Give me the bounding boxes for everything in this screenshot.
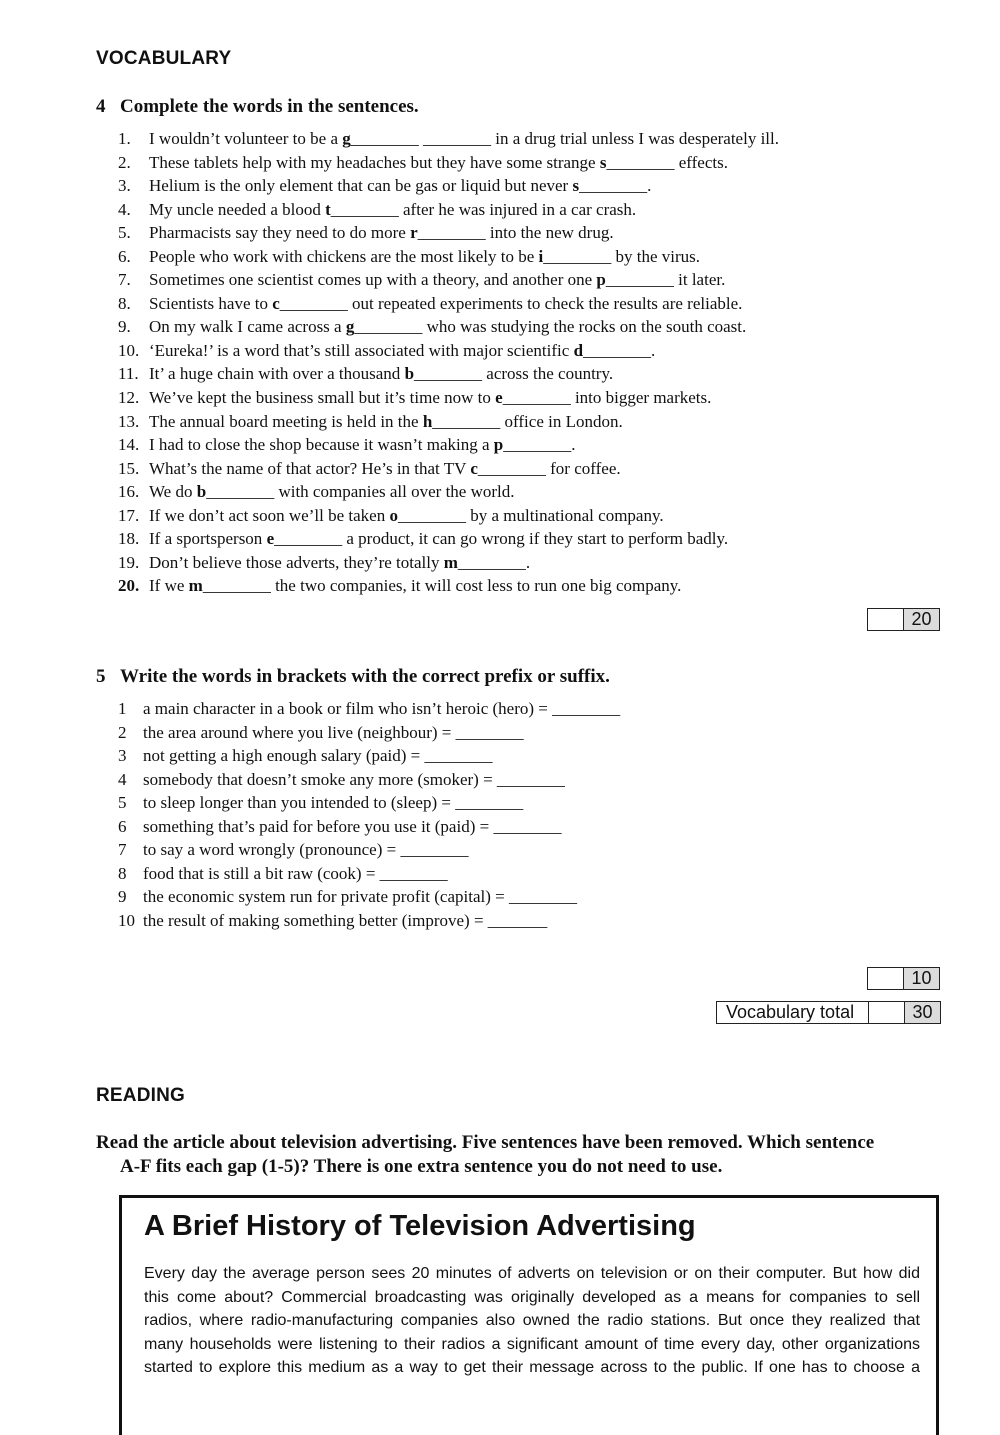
sentence-start: We do xyxy=(149,482,197,502)
item-number: 19. xyxy=(118,552,140,572)
sentence-gap-and-end[interactable]: ________ it later. xyxy=(605,270,726,290)
sentence-start: It’ a huge chain with over a thousand xyxy=(149,364,405,384)
reading-instruction-line2: A-F fits each gap (1-5)? There is one extra sentence you do not need to use. xyxy=(120,1156,723,1177)
item-number: 3. xyxy=(118,176,131,196)
task4-score-max: 20 xyxy=(904,608,940,631)
sentence-gap-and-end[interactable]: ________ office in London. xyxy=(432,411,623,431)
sentence-gap-and-end[interactable]: ________ with companies all over the world. xyxy=(206,482,515,502)
first-letter-hint: s xyxy=(599,152,607,172)
item-definition[interactable]: the economic system run for private profit (capital) = ________ xyxy=(143,887,577,907)
item-number: 12. xyxy=(118,388,140,408)
item-number: 14. xyxy=(118,435,140,455)
item-sentence xyxy=(149,386,711,410)
item-number: 10 xyxy=(118,910,135,930)
task4-score-box xyxy=(867,608,940,631)
sentence-gap-and-end[interactable]: ________ into bigger markets. xyxy=(502,388,712,408)
item-definition[interactable]: something that’s paid for before you use it (paid) = ________ xyxy=(143,816,562,836)
first-letter-hint: i xyxy=(538,246,544,266)
vocabulary-total-input[interactable] xyxy=(868,1001,905,1024)
article-line: this come about? Commercial broadcasting was originally developed as a means for companies to sell xyxy=(144,1288,920,1306)
sentence-gap-and-end[interactable]: ________. xyxy=(579,176,652,196)
sentence-gap-and-end[interactable]: ________ across the country. xyxy=(414,364,614,384)
item-number: 8 xyxy=(118,863,127,883)
vocabulary-total-label: Vocabulary total xyxy=(716,1001,868,1024)
first-letter-hint: c xyxy=(272,293,280,313)
item-sentence xyxy=(149,221,614,245)
item-sentence xyxy=(149,574,681,598)
sentence-gap-and-end[interactable]: ________. xyxy=(583,340,656,360)
item-definition[interactable]: food that is still a bit raw (cook) = ________ xyxy=(143,863,448,883)
task4-heading xyxy=(96,96,419,118)
item-sentence xyxy=(149,339,655,363)
reading-instructions xyxy=(96,1131,936,1179)
first-letter-hint: p xyxy=(596,270,606,290)
item-sentence xyxy=(149,174,651,198)
sentence-start: The annual board meeting is held in the xyxy=(149,411,423,431)
sentence-start: Scientists have to xyxy=(149,293,273,313)
item-definition[interactable]: not getting a high enough salary (paid) = ________ xyxy=(143,746,493,766)
sentence-gap-and-end[interactable]: ________ for coffee. xyxy=(477,458,621,478)
sentence-start: I wouldn’t volunteer to be a xyxy=(149,129,343,148)
sentence-start: People who work with chickens are the most likely to be xyxy=(149,246,539,266)
first-letter-hint: b xyxy=(404,364,415,384)
first-letter-hint: o xyxy=(389,505,398,525)
sentence-gap-and-end[interactable]: ________ the two companies, it will cost less to run one big company. xyxy=(202,576,682,596)
sentence-start: Sometimes one scientist comes up with a theory, and another one xyxy=(149,270,597,290)
sentence-gap-and-end[interactable]: ________ by the virus. xyxy=(543,246,701,266)
item-sentence xyxy=(149,127,779,151)
article-body xyxy=(144,1262,920,1380)
first-letter-hint: s xyxy=(572,176,580,196)
item-number: 6 xyxy=(118,816,127,836)
sentence-start: ‘Eureka!’ is a word that’s still associated with major scientific xyxy=(149,340,574,360)
task5-heading xyxy=(96,666,610,688)
task5-heading-text: Write the words in brackets with the correct prefix or suffix. xyxy=(120,666,610,687)
item-definition[interactable]: to say a word wrongly (pronounce) = ________ xyxy=(143,840,469,860)
item-number: 9. xyxy=(118,317,131,337)
item-sentence xyxy=(149,433,576,457)
vocabulary-total-max: 30 xyxy=(905,1001,941,1024)
task4-score-input[interactable] xyxy=(867,608,904,631)
item-number: 7. xyxy=(118,270,131,290)
first-letter-hint: h xyxy=(422,411,433,431)
task5-number: 5 xyxy=(96,666,106,687)
item-number: 6. xyxy=(118,246,131,266)
item-number: 5 xyxy=(118,793,127,813)
sentence-gap-and-end[interactable]: ________ after he was injured in a car crash. xyxy=(330,199,637,219)
item-definition[interactable]: somebody that doesn’t smoke any more (smoker) = ________ xyxy=(143,769,565,789)
sentence-start: My uncle needed a blood xyxy=(149,199,326,219)
reading-instruction-line1: Read the article about television advertising. Five sentences have been removed. Which sentence xyxy=(96,1132,875,1153)
item-number: 4 xyxy=(118,769,127,789)
first-letter-hint: m xyxy=(188,576,203,596)
sentence-start: I had to close the shop because it wasn’t making a xyxy=(149,435,494,455)
task4-heading-text: Complete the words in the sentences. xyxy=(120,96,419,117)
sentence-start: Pharmacists say they need to do more xyxy=(149,223,411,243)
first-letter-hint: d xyxy=(573,340,584,360)
item-sentence xyxy=(149,315,746,339)
first-letter-hint: r xyxy=(410,223,418,243)
sentence-gap-and-end[interactable]: ________ out repeated experiments to check the results are reliable. xyxy=(279,293,743,313)
sentence-gap-and-end[interactable]: ________ by a multinational company. xyxy=(397,505,664,525)
first-letter-hint: t xyxy=(325,199,331,219)
item-sentence xyxy=(149,268,725,292)
item-sentence xyxy=(149,198,636,222)
item-definition[interactable]: a main character in a book or film who isn’t heroic (hero) = ________ xyxy=(143,699,621,718)
reading-section-title: READING xyxy=(96,1085,186,1106)
first-letter-hint: p xyxy=(493,435,504,455)
item-number: 16. xyxy=(118,482,140,502)
sentence-start: We’ve kept the business small but it’s time now to xyxy=(149,388,496,408)
item-number: 10. xyxy=(118,340,140,360)
sentence-gap-and-end[interactable]: ________ into the new drug. xyxy=(417,223,614,243)
sentence-start: If we xyxy=(149,576,189,596)
sentence-start: Don’t believe those adverts, they’re totally xyxy=(149,552,444,572)
item-definition[interactable]: the area around where you live (neighbour) = ________ xyxy=(143,722,524,742)
sentence-gap-and-end[interactable]: ________ a product, it can go wrong if they start to perform badly. xyxy=(274,529,729,549)
vocabulary-section-title: VOCABULARY xyxy=(96,48,232,69)
sentence-start: What’s the name of that actor? He’s in that TV xyxy=(149,458,471,478)
item-number: 3 xyxy=(118,746,127,766)
item-number: 2. xyxy=(118,152,131,172)
item-sentence xyxy=(149,151,728,175)
task5-score-box xyxy=(867,967,940,990)
first-letter-hint: g xyxy=(342,129,351,148)
first-letter-hint: e xyxy=(266,529,275,549)
sentence-gap-and-end[interactable]: ________. xyxy=(503,435,576,455)
article-line: started to explore this medium as a way to get their message across to the public. If one has to choose a xyxy=(144,1359,920,1376)
article-line: radios, where radio-manufacturing companies also owned the radio stations. But once they realized that xyxy=(144,1312,920,1329)
first-letter-hint: b xyxy=(196,482,207,502)
item-number: 4. xyxy=(118,199,131,219)
article-title: A Brief History of Television Advertising xyxy=(144,1210,696,1242)
sentence-start: These tablets help with my headaches but they have some strange xyxy=(149,152,600,172)
item-number: 2 xyxy=(118,722,127,742)
item-number: 13. xyxy=(118,411,140,431)
article-line: Every day the average person sees 20 minutes of adverts on television or on their computer. But how did xyxy=(144,1265,920,1282)
article-box xyxy=(119,1195,939,1435)
first-letter-hint: c xyxy=(470,458,478,478)
first-letter-hint: g xyxy=(345,317,355,337)
item-number: 20. xyxy=(118,576,140,596)
sentence-gap-and-end[interactable]: ________ who was studying the rocks on the south coast. xyxy=(354,317,747,337)
item-number: 7 xyxy=(118,840,127,860)
article-line: many households were listening to their radios a significant amount of time every day, other organizations xyxy=(144,1335,920,1353)
item-sentence xyxy=(149,480,515,504)
item-number: 17. xyxy=(118,505,140,525)
item-definition[interactable]: to sleep longer than you intended to (sleep) = ________ xyxy=(143,793,524,813)
task5-score-max: 10 xyxy=(904,967,940,990)
item-number: 18. xyxy=(118,529,140,549)
item-number: 9 xyxy=(118,887,127,907)
sentence-gap-and-end[interactable]: ________. xyxy=(457,552,531,572)
first-letter-hint: e xyxy=(495,388,503,408)
item-sentence xyxy=(149,527,728,551)
first-letter-hint: m xyxy=(443,552,458,572)
item-sentence xyxy=(149,504,664,528)
item-number: 15. xyxy=(118,458,140,478)
sentence-start: If we don’t act soon we’ll be taken xyxy=(149,505,390,525)
sentence-gap-and-end[interactable]: ________ effects. xyxy=(606,152,728,172)
vocabulary-total-box xyxy=(716,1001,941,1024)
item-number: 1. xyxy=(118,129,131,148)
sentence-gap-and-end[interactable]: ________ ________ in a drug trial unless I was desperately ill. xyxy=(350,129,779,148)
item-definition[interactable]: the result of making something better (improve) = _______ xyxy=(143,910,548,930)
item-sentence xyxy=(149,410,623,434)
item-sentence xyxy=(149,362,613,386)
item-number: 8. xyxy=(118,293,131,313)
item-sentence xyxy=(149,551,530,575)
item-number: 5. xyxy=(118,223,131,243)
item-sentence xyxy=(149,292,742,316)
item-sentence xyxy=(149,245,700,269)
sentence-start: On my walk I came across a xyxy=(149,317,346,337)
item-sentence xyxy=(149,457,621,481)
item-number: 11. xyxy=(118,364,139,384)
task5-score-input[interactable] xyxy=(867,967,904,990)
item-number: 1 xyxy=(118,699,127,718)
sentence-start: If a sportsperson xyxy=(149,529,267,549)
task4-number: 4 xyxy=(96,96,106,117)
sentence-start: Helium is the only element that can be gas or liquid but never xyxy=(149,176,573,196)
